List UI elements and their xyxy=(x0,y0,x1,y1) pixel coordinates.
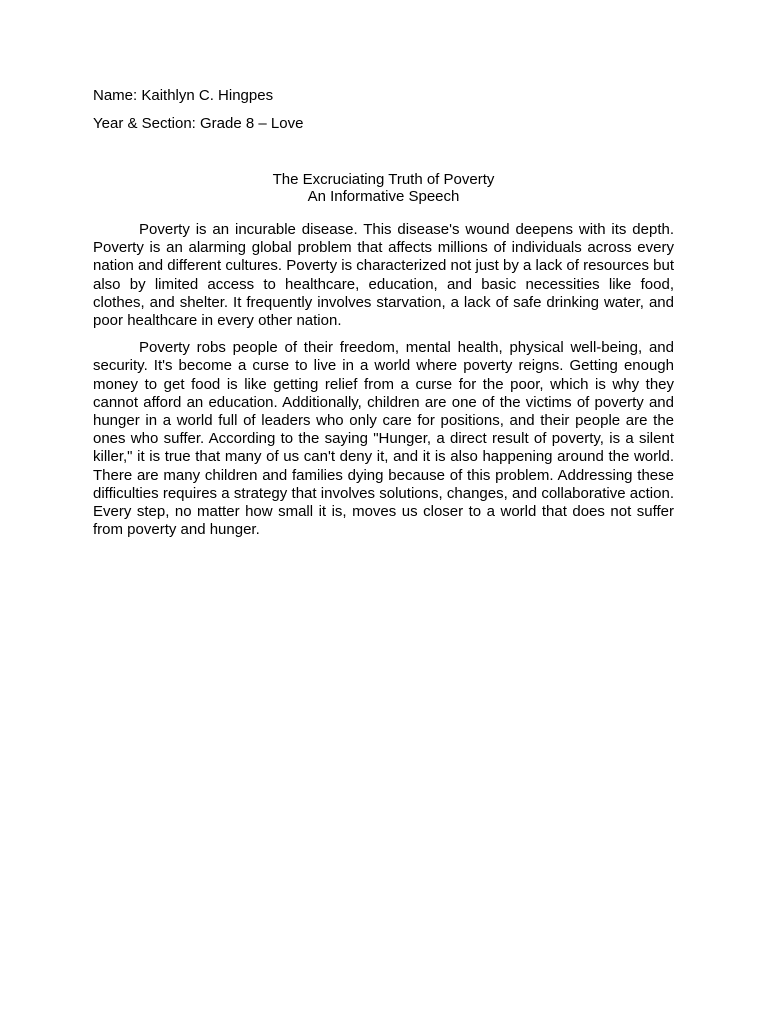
paragraph-1: Poverty is an incurable disease. This disease's wound deepens with its depth. Poverty is an alarming global problem that affects millions of individuals across every nation and different cultures. Poverty is characterized not just by a lack of resources but also by limited access to healthcare, education, and basic necessities like food, clothes, and shelter. It frequently involves starvation, a lack of safe drinking water, and poor healthcare in every other nation. xyxy=(93,221,674,330)
year-section: Year & Section: Grade 8 – Love xyxy=(93,115,304,132)
document-subtitle: An Informative Speech xyxy=(307,188,460,205)
paragraph-2: Poverty robs people of their freedom, mental health, physical well-being, and security. It's become a curse to live in a world where poverty reigns. Getting enough money to get food is like getting relief from a curse for the poor, which is why they cannot afford an education. Additionally, children are one of the victims of poverty and hunger in a world full of leaders who only care for positions, and their people are the ones who suffer. According to the saying "Hunger, a direct result of poverty, is a silent killer," it is true that many of us can't deny it, and it is also happening around the world. There are many children and families dying because of this problem. Addressing these difficulties requires a strategy that involves solutions, changes, and collaborative action. Every step, no matter how small it is, moves us closer to a world that does not suffer from poverty and hunger. xyxy=(93,339,674,539)
document-title: The Excruciating Truth of Poverty xyxy=(272,171,495,188)
title-block xyxy=(93,171,674,205)
speech-body xyxy=(93,221,674,548)
student-name: Name: Kaithlyn C. Hingpes xyxy=(93,87,274,104)
